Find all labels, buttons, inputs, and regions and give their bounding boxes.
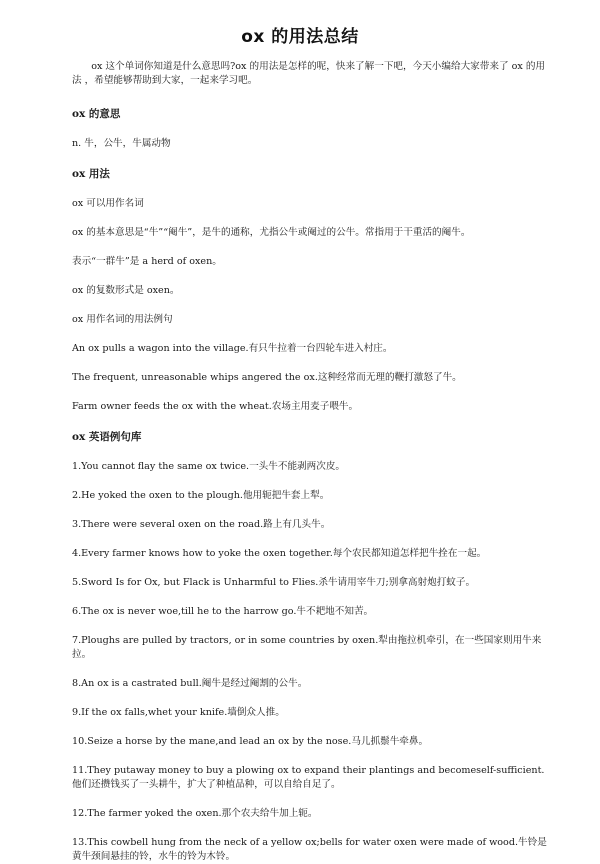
example-sentence: 6.The ox is never woe,till he to the harrow go.牛不耙地不知苦。 xyxy=(72,606,374,617)
example-sentence: 7.Ploughs are pulled by tractors, or in some countries by oxen.犁由拖拉机牵引，在一些国家则用牛来拉。 xyxy=(72,635,542,660)
usage-example: An ox pulls a wagon into the village.有只牛拉着一台四轮车进入村庄。 xyxy=(72,343,393,354)
usage-paragraph: ox 的基本意思是“牛”“阉牛”，是牛的通称，尤指公牛或阉过的公牛。常指用于干重活的阉牛。 xyxy=(72,227,471,238)
example-sentence: 9.If the ox falls,whet your knife.墙倒众人推。 xyxy=(72,707,285,718)
meaning-paragraph: n. 牛，公牛，牛属动物 xyxy=(72,138,171,149)
usage-heading: ox 用法 xyxy=(72,168,110,180)
example-sentence: 4.Every farmer knows how to yoke the oxen together.每个农民都知道怎样把牛拴在一起。 xyxy=(72,548,487,559)
usage-paragraph: ox 用作名词的用法例句 xyxy=(72,314,173,325)
usage-paragraph: 表示“一群牛”是 a herd of oxen。 xyxy=(72,256,222,267)
example-sentence: 13.This cowbell hung from the neck of a yellow ox;bells for water oxen were made of wood.牛铃是黄牛颈间悬挂的铃，水牛的铃为木铃。 xyxy=(72,837,547,862)
example-sentence: 11.They putaway money to buy a plowing ox to expand their plantings and becomeself-sufficient.他们还攒钱买了一头耕牛，扩大了种植品种，可以自给自足了。 xyxy=(72,765,545,790)
example-sentence: 1.You cannot flay the same ox twice.一头牛不能剥两次皮。 xyxy=(72,461,346,472)
example-sentence: 12.The farmer yoked the oxen.那个农夫给牛加上轭。 xyxy=(72,808,318,819)
usage-paragraph: ox 可以用作名词 xyxy=(72,198,144,209)
example-sentence: 10.Seize a horse by the mane,and lead an ox by the nose.马儿抓鬃牛牵鼻。 xyxy=(72,736,429,747)
usage-paragraph: ox 的复数形式是 oxen。 xyxy=(72,285,180,296)
example-sentence: 3.There were several oxen on the road.路上有几头牛。 xyxy=(72,519,331,530)
examples-heading: ox 英语例句库 xyxy=(72,431,142,443)
intro-paragraph: ox 这个单词你知道是什么意思吗?ox 的用法是怎样的呢，快来了解一下吧，今天小编给大家带来了 ox 的用法 ，希望能够帮助到大家，一起来学习吧。 xyxy=(72,61,546,86)
page-title: ox 的用法总结 xyxy=(241,27,359,47)
meaning-heading: ox 的意思 xyxy=(72,108,121,120)
usage-example: The frequent, unreasonable whips angered the ox.这种经常而无理的鞭打激怒了牛。 xyxy=(72,372,462,383)
example-sentence: 2.He yoked the oxen to the plough.他用轭把牛套上犁。 xyxy=(72,490,330,501)
usage-example: Farm owner feeds the ox with the wheat.农场主用麦子喂牛。 xyxy=(72,401,359,412)
example-sentence: 5.Sword Is for Ox, but Flack is Unharmful to Flies.杀牛请用宰牛刀;别拿高射炮打蚊子。 xyxy=(72,577,476,588)
example-sentence: 8.An ox is a castrated bull.阉牛是经过阉割的公牛。 xyxy=(72,678,308,689)
